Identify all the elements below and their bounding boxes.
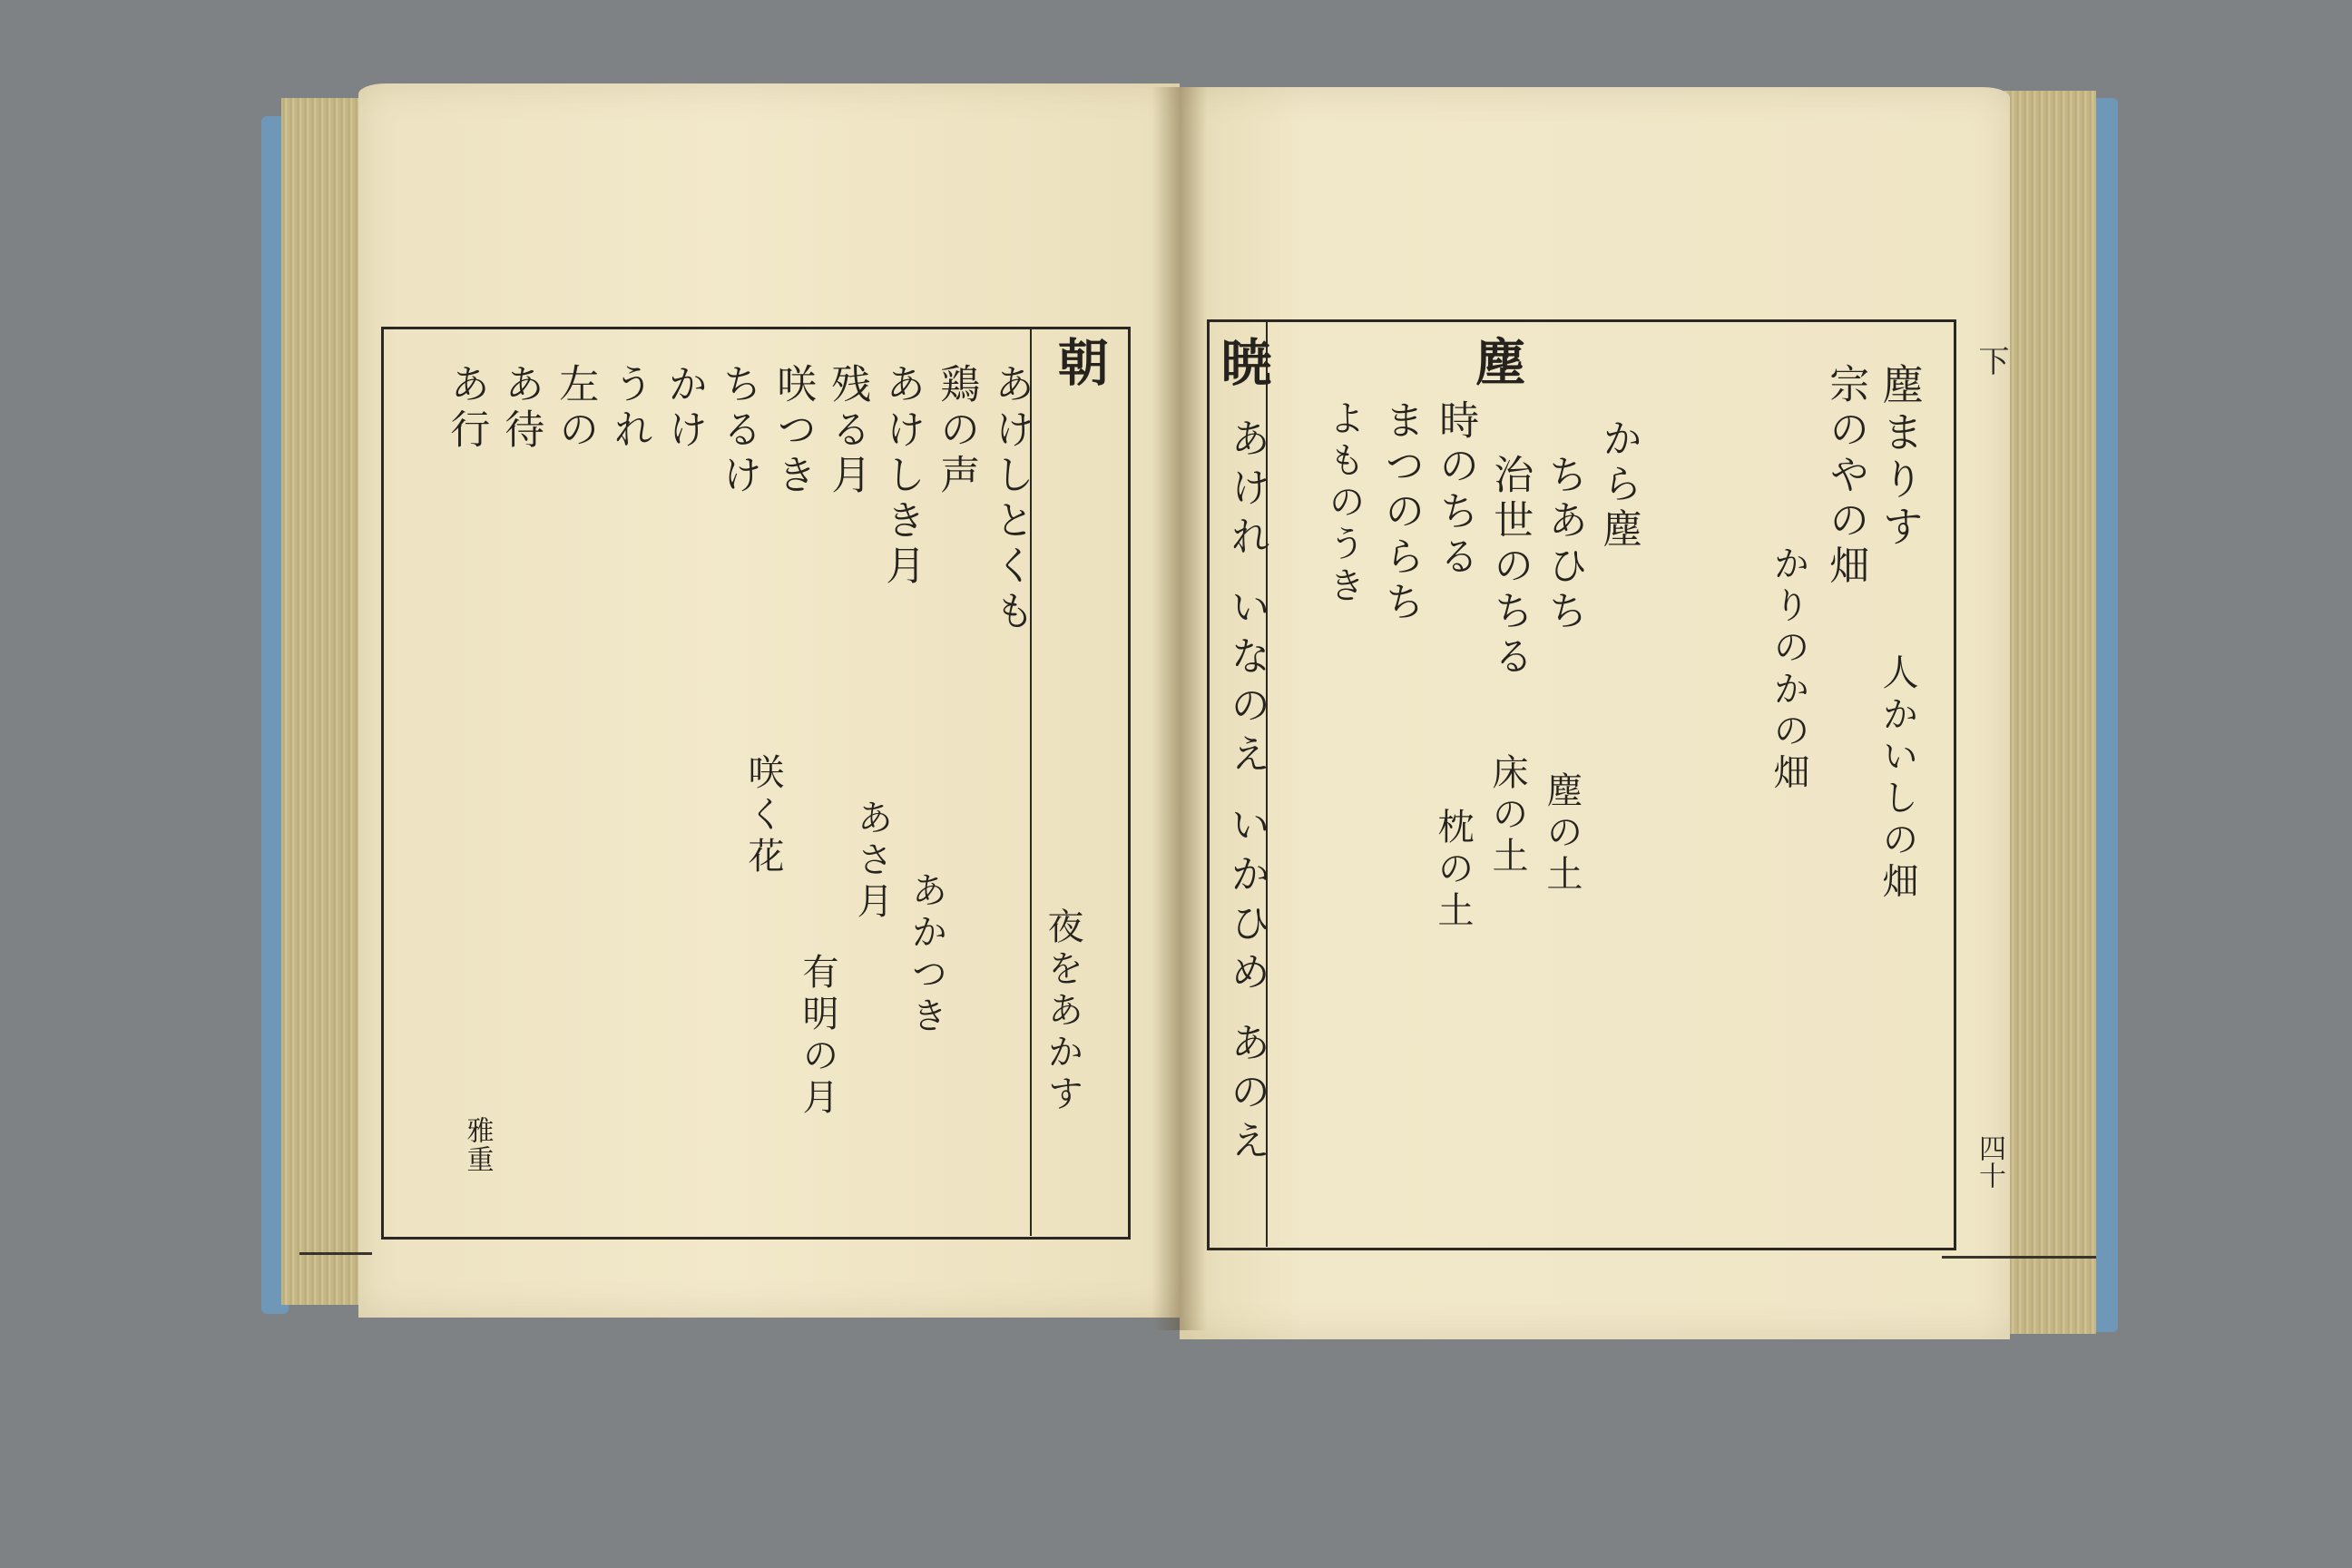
right-lower-5: かりのかの畑 [1768,544,1809,795]
right-heading-chiri: 塵 [1466,336,1527,387]
right-column-6: ちあひち [1541,454,1588,635]
left-column-7: かけ [661,363,708,454]
left-column-2: 鶏の声 [933,363,980,499]
right-lower-2: 床の土 [1486,753,1528,878]
left-column-6: ちるけ [715,363,762,499]
left-column-11: あ行 [443,363,490,454]
right-column-5: 治世のちる [1486,454,1534,681]
binding-thread-left [299,1252,372,1255]
left-lower-5: 有明の月 [797,953,838,1120]
right-lower-1: 塵の土 [1541,771,1583,897]
left-column-4: 残る月 [824,363,871,499]
left-column-5: 咲つき [769,363,817,499]
right-column-7: から塵 [1595,417,1642,554]
left-signature: 雅重 [461,1116,494,1174]
left-column-3: あけしき月 [878,363,926,590]
left-lower-4: 咲く花 [742,753,784,878]
right-page-stack [2001,91,2096,1334]
right-lower-4: 人かいしの畑 [1877,653,1918,904]
right-column-4: 時のちる [1432,399,1479,581]
right-heading-akatsuki: 暁 [1212,336,1273,387]
right-column-3: まつのらち [1377,399,1425,626]
right-column-2: よものうき [1323,399,1365,608]
right-column-9: 塵まりす [1876,363,1926,552]
right-column-1: あけれ いなのえ いかひめ あのえ [1223,417,1270,1169]
right-lower-3: 枕の土 [1432,808,1474,933]
left-column-10: あ待 [497,363,544,454]
left-column-8: うれ [606,363,653,454]
left-heading: 朝 [1049,336,1110,387]
right-corner-mark: 下 [1973,345,2009,376]
left-lower-3: あさ月 [851,799,893,924]
book-gutter [1152,87,1207,1330]
left-column-9: 左の [552,363,599,454]
left-lower-2: あかつき [906,871,947,1038]
left-column-1: あけしとくも [987,363,1034,635]
binding-thread-right [1942,1256,2096,1259]
left-lower-1: 夜をあかす [1042,907,1083,1116]
right-column-8: 宗のやの畑 [1822,363,1869,590]
page-number: 四十 [1974,1134,2005,1189]
